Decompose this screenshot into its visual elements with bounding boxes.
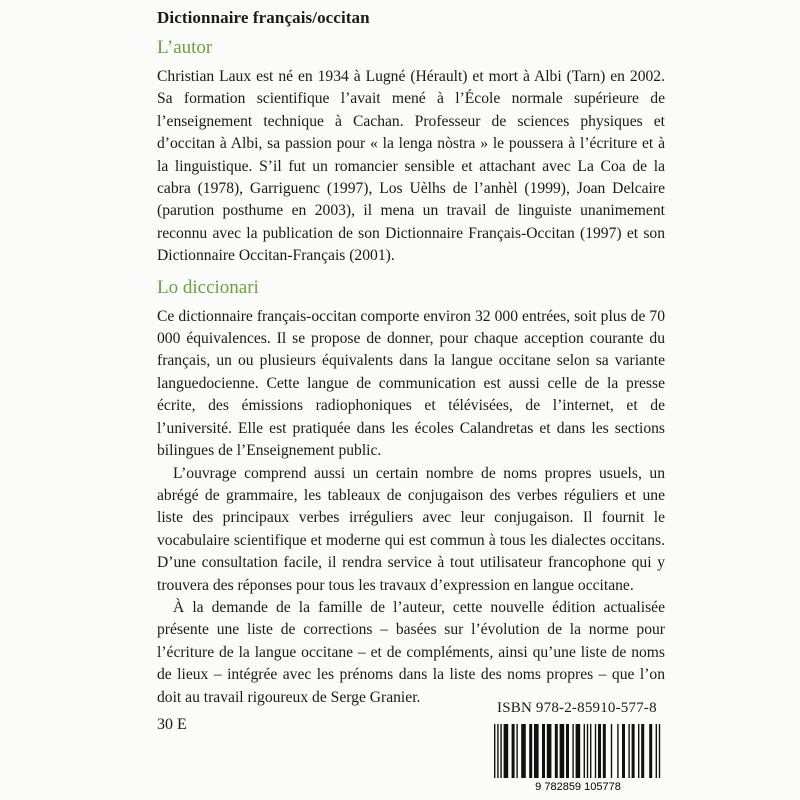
barcode-bar: [659, 724, 660, 778]
barcode-digits: 9 782859 105778: [535, 781, 621, 793]
barcode-bar: [504, 724, 509, 778]
barcode-bar: [521, 724, 526, 778]
barcode-bar: [587, 724, 588, 778]
price-label: 30 E: [157, 716, 187, 733]
barcode-bar: [632, 724, 635, 778]
barcode-bar: [516, 724, 517, 778]
barcode-bars: [494, 724, 660, 778]
barcode-bar: [622, 724, 625, 778]
barcode-bar: [566, 724, 569, 778]
dictionary-paragraph-2: L’ouvrage comprend aussi un certain nombre de noms propres usuels, un abrégé de grammaire, les tableaux de conjugaison des verbes réguliers et une liste des principaux verbes irréguliers avec leur conjugaison. Il fournit le vocabulaire scientifique et moderne qui est commun à tous les dialectes occitans. D’une consultation facile, il rendra service à tout utilisateur francophone qui y trouvera des réponses pour tous les travaux d’expression en langue occitane.: [157, 464, 665, 594]
isbn-label: ISBN 978-2-85910-577-8: [497, 700, 657, 716]
barcode-bar: [590, 724, 591, 778]
section-heading-autor: L’autor: [157, 37, 213, 58]
barcode-bar: [560, 724, 565, 778]
book-title: Dictionnaire français/occitan: [157, 8, 370, 27]
barcode-bar: [628, 724, 629, 778]
barcode-bar: [534, 724, 539, 778]
barcode-bar: [649, 724, 652, 778]
barcode-bar: [555, 724, 558, 778]
barcode-bar: [584, 724, 585, 778]
section-heading-diccionari: Lo diccionari: [157, 276, 259, 298]
barcode-bar: [656, 724, 657, 778]
barcode-bar: [529, 724, 532, 778]
barcode-image: [488, 724, 668, 794]
barcode-bar: [494, 724, 495, 778]
barcode-bar: [611, 724, 612, 778]
barcode-bar: [595, 724, 596, 778]
barcode: [488, 724, 668, 794]
barcode-bar: [572, 724, 573, 778]
barcode-bar: [497, 724, 498, 778]
barcode-bar: [617, 724, 618, 778]
barcode-bar: [500, 724, 501, 778]
barcode-bar: [547, 724, 552, 778]
author-paragraph: Christian Laux est né en 1934 à Lugné (Hérault) et mort à Albi (Tarn) en 2002. Sa formation scientifique l’avait mené à l’École normale supérieure de l’enseignement technique à Cachan. Professeur de sciences physiques et d’occitan à Albi, sa passion pour « la lenga nòstra » le poussera à l’écriture et à la linguistique. S’il fut un romancier sensible et attachant avec La Coa de la cabra (1978), Garriguenc (1997), Los Uèlhs de l’anhèl (1999), Joan Delcaire (parution posthume en 2003), il mena un travail de linguiste unanimement reconnu avec la publication de son Dictionnaire Français-Occitan (1997) et son Dictionnaire Occitan-Français (2001).: [157, 68, 665, 265]
barcode-bar: [512, 724, 515, 778]
barcode-bar: [603, 724, 606, 778]
barcode-bar: [542, 724, 545, 778]
cover-text: [157, 6, 665, 709]
barcode-bar: [576, 724, 581, 778]
dictionary-paragraph-1: Ce dictionnaire français-occitan comporte environ 32 000 entrées, soit plus de 70 000 équivalences. Il se propose de donner, pour chaque acception courante du français, un ou plusieurs équivalents dans la langue occitane selon sa variante languedocienne. Cette langue de communication est aussi celle de la presse écrite, des émissions radiophoniques et télévisées, de l’internet, et de l’université. Elle est pratiquée dans les écoles Calandretas et dans les sections bilingues de l’Enseignement public.: [157, 307, 665, 460]
barcode-bar: [638, 724, 639, 778]
barcode-bar: [641, 724, 644, 778]
dictionary-paragraph-3: À la demande de la famille de l’auteur, cette nouvelle édition actualisée présente une liste de corrections – basées sur l’évolution de la norme pour l’écriture de la langue occitane – et de compléments, ainsi qu’une liste de noms de lieux – intégrée avec les prénoms dans la liste des noms propres – que l’on doit au travail rigoureux de Serge Granier.: [157, 598, 665, 706]
barcode-bar: [598, 724, 601, 778]
